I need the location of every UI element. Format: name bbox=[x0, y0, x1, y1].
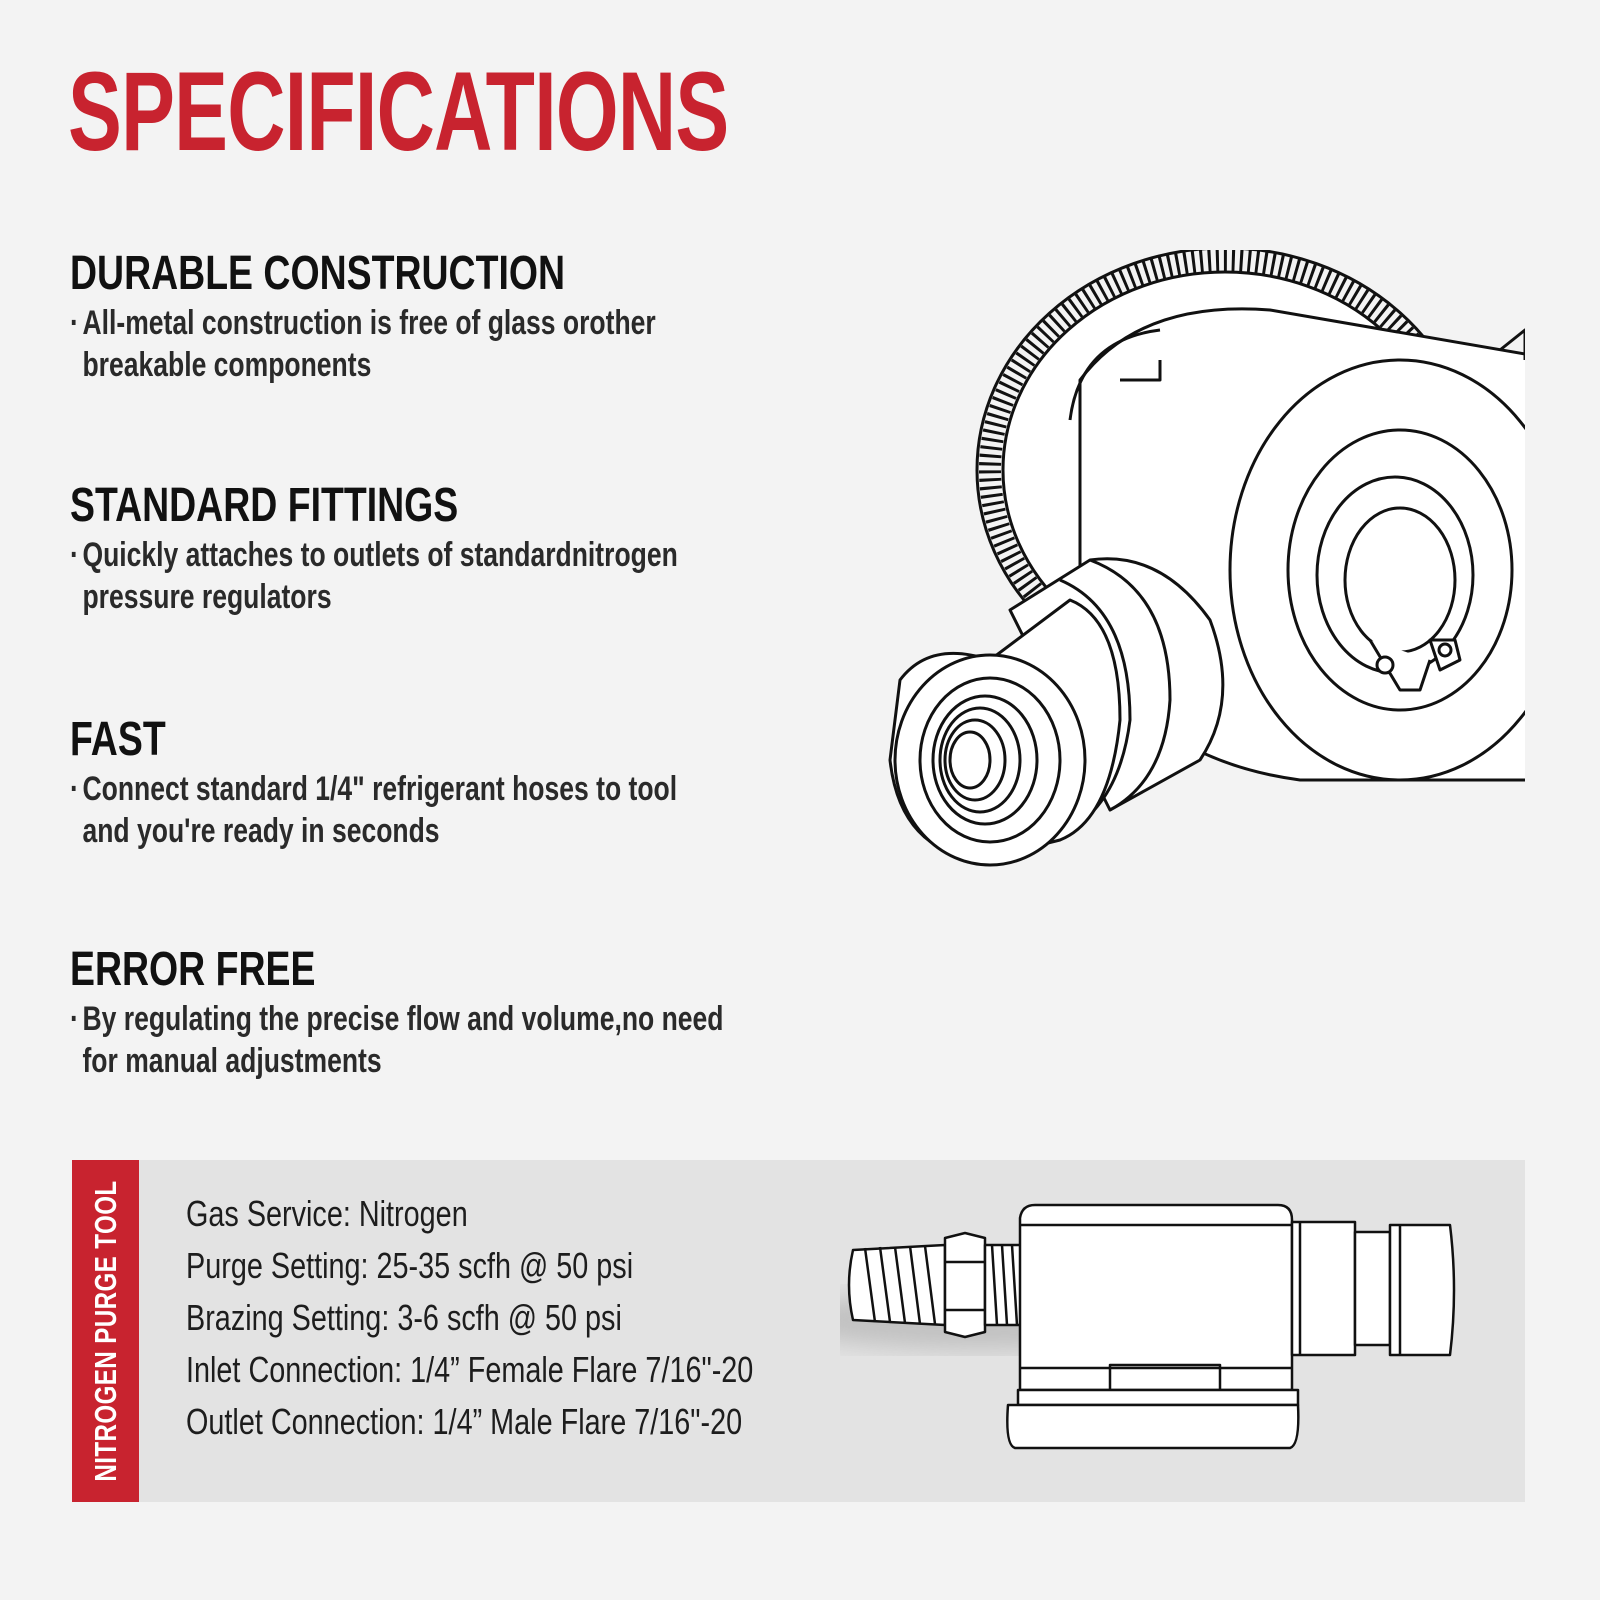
feature-heading: ERROR FREE bbox=[70, 943, 316, 996]
spec-item-brazing-setting: Brazing Setting: 3-6 scfh @ 50 psi bbox=[186, 1297, 622, 1338]
spec-panel-side-tab bbox=[72, 1160, 139, 1502]
feature-description-line: and you're ready in seconds bbox=[82, 812, 440, 850]
feature-standard-fittings bbox=[70, 480, 790, 618]
feature-description bbox=[70, 998, 800, 1082]
feature-description bbox=[70, 768, 800, 852]
spec-item-inlet-connection: Inlet Connection: 1/4” Female Flare 7/16"-20 bbox=[186, 1349, 754, 1390]
feature-heading: STANDARD FITTINGS bbox=[70, 479, 459, 532]
feature-error-free bbox=[70, 944, 790, 1082]
spec-list bbox=[186, 1188, 753, 1448]
feature-durable-construction bbox=[70, 248, 790, 386]
feature-description bbox=[70, 302, 800, 386]
spec-item-purge-setting: Purge Setting: 25-35 scfh @ 50 psi bbox=[186, 1245, 634, 1286]
purge-tool-side-icon bbox=[840, 1180, 1470, 1470]
feature-description-line: pressure regulators bbox=[82, 578, 332, 616]
purge-tool-front-icon bbox=[880, 250, 1525, 870]
feature-description-line: · All-metal construction is free of glass orother bbox=[82, 304, 656, 342]
feature-heading: DURABLE CONSTRUCTION bbox=[70, 247, 566, 300]
feature-description-line: · Quickly attaches to outlets of standardnitrogen bbox=[82, 536, 678, 574]
feature-description-line: breakable components bbox=[82, 346, 372, 384]
feature-description-line: for manual adjustments bbox=[82, 1042, 382, 1080]
spec-item-gas-service: Gas Service: Nitrogen bbox=[186, 1193, 468, 1234]
page-title: SPECIFICATIONS bbox=[68, 49, 729, 174]
feature-fast bbox=[70, 714, 790, 852]
feature-description-line: · By regulating the precise flow and volume,no need bbox=[82, 1000, 724, 1038]
feature-description-line: · Connect standard 1/4" refrigerant hoses to tool bbox=[82, 770, 678, 808]
feature-heading: FAST bbox=[70, 713, 166, 766]
feature-description bbox=[70, 534, 800, 618]
spec-item-outlet-connection: Outlet Connection: 1/4” Male Flare 7/16"-20 bbox=[186, 1401, 743, 1442]
spec-panel-side-label: NITROGEN PURGE TOOL bbox=[87, 1180, 123, 1482]
